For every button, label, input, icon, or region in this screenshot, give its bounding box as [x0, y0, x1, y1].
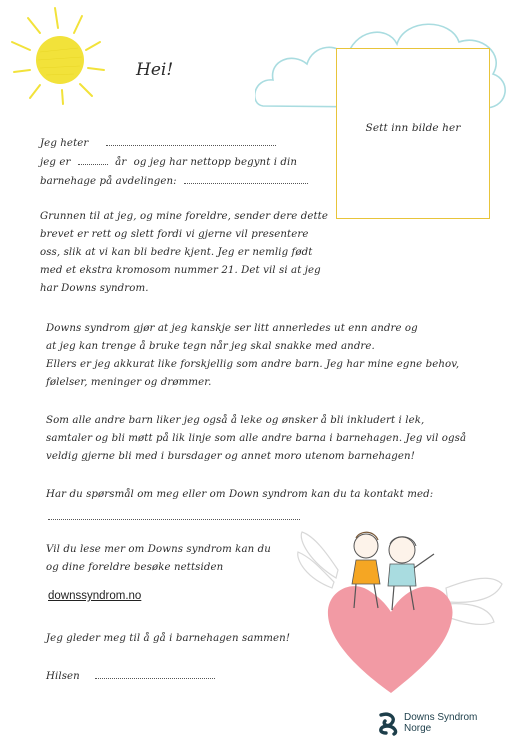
intro-block [40, 134, 330, 191]
read-more [46, 541, 306, 577]
contact-prompt: Har du spørsmål om meg eller om Down syndrom kan du ta kontakt med: [46, 489, 434, 500]
logo-line-1: Downs Syndrom [404, 712, 478, 723]
intro-name-line [40, 134, 330, 153]
text-line: Som alle andre barn liker jeg også å leke og ønsker å bli inkludert i lek, [46, 415, 425, 426]
intro-department-line [40, 172, 330, 191]
department-field[interactable] [184, 172, 308, 184]
signoff-label: Hilsen [46, 671, 80, 682]
text-line: Vil du lese mer om Downs syndrom kan du [46, 544, 271, 555]
photo-placeholder-label: Sett inn bilde her [365, 122, 461, 134]
age-unit: år [115, 157, 127, 168]
logo-line-2: Norge [404, 723, 432, 734]
downs-syndrom-norge-logo [378, 710, 498, 742]
paragraph-downs [46, 320, 466, 392]
text-line: følelser, meninger og drømmer. [46, 377, 212, 388]
closing-line: Jeg gleder meg til å gå i barnehagen sammen! [46, 633, 291, 644]
text-line: brevet er rett og slett fordi vi gjerne vil presentere [40, 229, 309, 240]
age-line-text: og jeg har nettopp begynt i din [133, 157, 298, 168]
text-line: oss, slik at vi kan bli bedre kjent. Jeg er nemlig født [40, 247, 313, 258]
contact-field[interactable] [48, 508, 300, 520]
department-label: barnehage på avdelingen: [40, 176, 177, 187]
text-line: Grunnen til at jeg, og mine foreldre, sender dere dette [40, 211, 328, 222]
age-label: jeg er [40, 157, 71, 168]
sun-illustration [0, 0, 130, 110]
text-line: Downs syndrom gjør at jeg kanskje ser litt annerledes ut enn andre og [46, 323, 418, 334]
text-line: at jeg kan trenge å bruke tegn når jeg skal snakke med andre. [46, 341, 375, 352]
heart-children-illustration [296, 518, 506, 696]
signoff-line [46, 667, 226, 686]
text-line: og dine foreldre besøke nettsiden [46, 562, 224, 573]
intro-age-line [40, 153, 330, 172]
name-field[interactable] [106, 134, 276, 146]
paragraph-intro [40, 208, 335, 298]
signature-field[interactable] [95, 667, 215, 679]
text-line: med et ekstra kromosom nummer 21. Det vil si at jeg [40, 265, 321, 276]
website-link[interactable]: downssyndrom.no [48, 590, 142, 602]
greeting: Hei! [136, 60, 174, 80]
text-line: har Downs syndrom. [40, 283, 149, 294]
text-line: veldig gjerne bli med i bursdager og annet moro utenom barnehagen! [46, 451, 415, 462]
logo-mark-icon [378, 712, 400, 736]
text-line: Ellers er jeg akkurat like forskjellig som andre barn. Jeg har mine egne behov, [46, 359, 460, 370]
logo-text [404, 712, 477, 734]
age-field[interactable] [78, 153, 108, 165]
paragraph-inclusion [46, 412, 496, 466]
photo-placeholder[interactable] [336, 48, 490, 219]
name-label: Jeg heter [40, 138, 89, 149]
text-line: samtaler og bli møtt på lik linje som alle andre barna i barnehagen. Jeg vil også [46, 433, 467, 444]
